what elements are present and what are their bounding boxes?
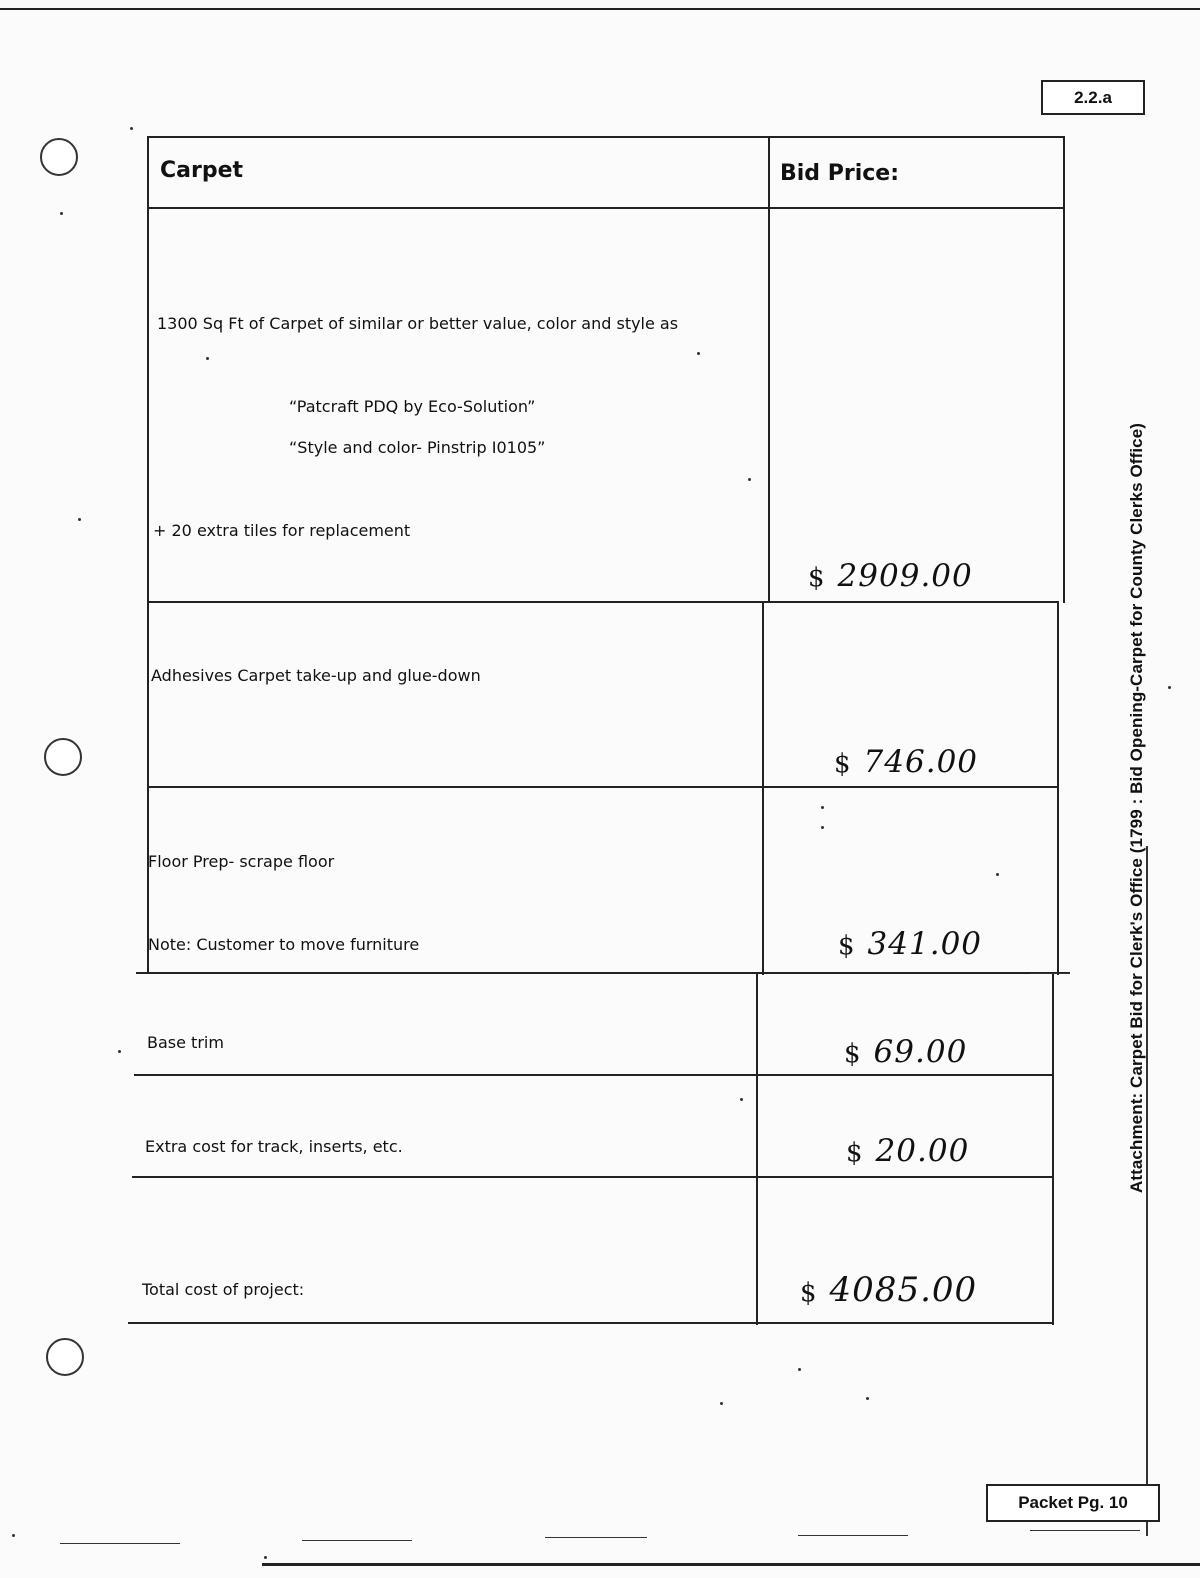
- price-floor-prep: $ 341.00: [838, 926, 983, 962]
- top-edge-line: [0, 8, 1200, 10]
- row-carpet-extra-tiles: + 20 extra tiles for replacement: [153, 521, 411, 540]
- table-left-border: [147, 136, 149, 974]
- row-divider: [147, 207, 1065, 209]
- scan-speck: [866, 1397, 869, 1400]
- row-divider: [147, 601, 1059, 603]
- packet-page-box: [986, 1484, 1160, 1522]
- dollar-sign: $: [808, 563, 826, 593]
- table-right-border: [1057, 603, 1059, 975]
- scan-speck: [821, 826, 824, 829]
- row-divider: [147, 786, 1059, 788]
- row-carpet-description: 1300 Sq Ft of Carpet of similar or better value, color and style as: [157, 314, 679, 333]
- attachment-caption: Attachment: Carpet Bid for Clerk's Office (1799 : Bid Opening-Carpet for County Clerks Office): [1127, 422, 1146, 1194]
- binder-hole-icon: [46, 1338, 84, 1376]
- table-bottom-border: [128, 1322, 1054, 1324]
- row-carpet-brand: “Patcraft PDQ by Eco-Solution”: [289, 397, 536, 416]
- price-total: $ 4085.00: [800, 1270, 978, 1310]
- row-total-label: Total cost of project:: [142, 1280, 305, 1299]
- scan-speck: [206, 357, 209, 360]
- scan-speck: [118, 1050, 121, 1053]
- bottom-edge-line: [262, 1563, 1200, 1566]
- header-item: Carpet: [160, 158, 244, 183]
- dollar-sign: $: [844, 1039, 862, 1069]
- scan-speck: [740, 1098, 743, 1101]
- scan-speck: [130, 127, 133, 130]
- price-extra-cost: $ 20.00: [846, 1133, 970, 1169]
- dollar-sign: $: [846, 1138, 864, 1168]
- row-carpet-style: “Style and color- Pinstrip I0105”: [289, 438, 546, 457]
- scan-dash: [1030, 1530, 1140, 1531]
- scan-dash: [798, 1535, 908, 1536]
- row-floor-prep-note: Note: Customer to move furniture: [148, 935, 420, 954]
- scan-speck: [720, 1402, 723, 1405]
- scan-speck: [264, 1556, 267, 1559]
- dollar-sign: $: [834, 749, 852, 779]
- row-divider: [136, 972, 1070, 974]
- row-extra-cost: Extra cost for track, inserts, etc.: [145, 1137, 403, 1156]
- document-ref: 2.2.a: [1074, 87, 1112, 107]
- table-right-border: [1052, 973, 1054, 1325]
- column-divider: [762, 603, 764, 975]
- binder-hole-icon: [44, 738, 82, 776]
- scan-speck: [60, 212, 63, 215]
- scan-speck: [798, 1368, 801, 1371]
- table-top-border: [147, 136, 1065, 138]
- scan-speck: [1168, 686, 1171, 689]
- scan-speck: [78, 518, 81, 521]
- scan-speck: [12, 1534, 15, 1537]
- header-bid-price: Bid Price:: [780, 161, 899, 186]
- column-divider: [756, 973, 758, 1325]
- scan-dash: [1030, 973, 1070, 974]
- document-ref-box: [1041, 80, 1145, 115]
- scan-dash: [302, 1540, 412, 1541]
- scan-dash: [60, 1543, 180, 1544]
- dollar-sign: $: [838, 931, 856, 961]
- row-floor-prep: Floor Prep- scrape floor: [148, 852, 335, 871]
- dollar-sign: $: [800, 1278, 818, 1308]
- row-divider: [132, 1176, 1054, 1178]
- price-carpet: $ 2909.00: [808, 558, 973, 594]
- price-adhesives: $ 746.00: [834, 744, 979, 780]
- row-divider: [134, 1074, 1054, 1076]
- price-base-trim: $ 69.00: [844, 1034, 968, 1070]
- row-base-trim: Base trim: [147, 1033, 224, 1052]
- row-adhesives: Adhesives Carpet take-up and glue-down: [151, 666, 481, 685]
- scan-speck: [697, 352, 700, 355]
- binder-hole-icon: [40, 138, 78, 176]
- scan-speck: [748, 478, 751, 481]
- scan-dash: [545, 1537, 647, 1538]
- packet-page-label: Packet Pg. 10: [1018, 1493, 1128, 1512]
- scan-speck: [821, 806, 824, 809]
- scan-speck: [996, 873, 999, 876]
